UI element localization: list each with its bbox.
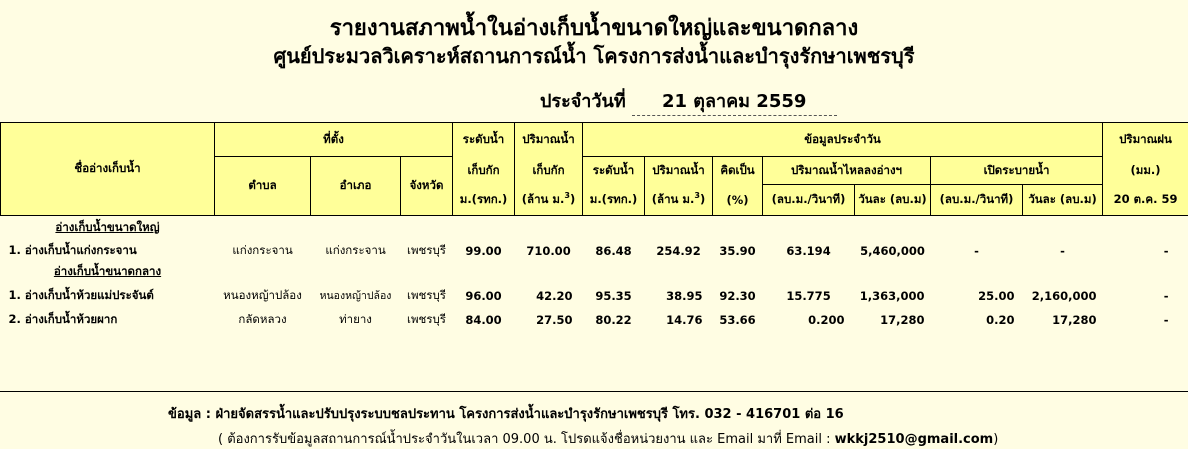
row-name: 2. อ่างเก็บน้ำห้วยผาก — [1, 309, 215, 331]
footer-email: wkkj2510@gmail.com — [834, 432, 994, 447]
header-cap-volume-1: ปริมาณน้ำ — [515, 123, 583, 157]
table-row — [1, 309, 1188, 331]
reservoir-table — [0, 122, 1188, 331]
section-large: อ่างเก็บน้ำขนาดใหญ่ — [1, 216, 215, 240]
row-amphoe: หนองหญ้าปล้อง — [311, 282, 401, 309]
header-inflow-rate: (ลบ.ม./วินาที) — [763, 185, 855, 216]
row-percent: 92.30 — [713, 282, 763, 309]
row-release-rate: - — [931, 239, 1023, 262]
section-medium: อ่างเก็บน้ำขนาดกลาง — [1, 262, 215, 282]
row-inflow-day: 17,280 — [855, 309, 931, 331]
header-level-unit: ม.(รทก.) — [583, 185, 645, 216]
row-inflow-day: 5,460,000 — [855, 239, 931, 262]
row-cap-level: 99.00 — [453, 239, 515, 262]
header-percent-unit: (%) — [713, 185, 763, 216]
header-rain-2: (มม.) — [1103, 157, 1188, 185]
row-cap-volume: 710.00 — [515, 239, 583, 262]
row-level: 80.22 — [583, 309, 645, 331]
header-cap-level-1: ระดับน้ำ — [453, 123, 515, 157]
row-rain: - — [1103, 282, 1188, 309]
row-cap-level: 96.00 — [453, 282, 515, 309]
header-volume-unit: (ล้าน ม.$^3$) — [645, 185, 713, 216]
header-level: ระดับน้ำ — [583, 157, 645, 185]
report-subtitle: ศูนย์ประมวลวิเคราะห์สถานการณ์น้ำ โครงการส่งน้ำและบำรุงรักษาเพชรบุรี — [273, 44, 915, 68]
header-province: จังหวัด — [401, 157, 453, 216]
row-cap-level: 84.00 — [453, 309, 515, 331]
header-inflow: ปริมาณน้ำไหลลงอ่างฯ — [763, 157, 931, 185]
date-value: 21 ตุลาคม 2559 — [632, 86, 837, 116]
header-cap-level-2: เก็บกัก — [453, 157, 515, 185]
row-name: 1. อ่างเก็บน้ำแก่งกระจาน — [1, 239, 215, 262]
header-release-day: วันละ (ลบ.ม) — [1023, 185, 1103, 216]
header-daily: ข้อมูลประจำวัน — [583, 123, 1103, 157]
divider — [0, 391, 1188, 392]
footer-source: ข้อมูล : ฝ่ายจัดสรรน้ำและปรับปรุงระบบชลประทาน โครงการส่งน้ำและบำรุงรักษาเพชรบุรี โทร. 032 - 416701 ต่อ 16 — [168, 407, 844, 422]
row-volume: 254.92 — [645, 239, 713, 262]
row-percent: 53.66 — [713, 309, 763, 331]
row-inflow-rate: 0.200 — [763, 309, 855, 331]
date-label: ประจำวันที่ — [540, 91, 626, 112]
row-release-rate: 25.00 — [931, 282, 1023, 309]
row-release-day: 17,280 — [1023, 309, 1103, 331]
table-row — [1, 282, 1188, 309]
row-tambon: หนองหญ้าปล้อง — [215, 282, 311, 309]
row-volume: 38.95 — [645, 282, 713, 309]
report-title: รายงานสภาพน้ำในอ่างเก็บน้ำขนาดใหญ่และขนาดกลาง — [329, 16, 859, 41]
row-cap-volume: 27.50 — [515, 309, 583, 331]
header-amphoe: อำเภอ — [311, 157, 401, 216]
row-level: 86.48 — [583, 239, 645, 262]
header-volume: ปริมาณน้ำ — [645, 157, 713, 185]
header-cap-volume-2: เก็บกัก — [515, 157, 583, 185]
row-province: เพชรบุรี — [401, 309, 453, 331]
header-rain-3: 20 ต.ค. 59 — [1103, 185, 1188, 216]
header-release: เปิดระบายน้ำ — [931, 157, 1103, 185]
header-tambon: ตำบล — [215, 157, 311, 216]
header-rain-1: ปริมาณฝน — [1103, 123, 1188, 157]
report-date — [540, 86, 837, 116]
header-location: ที่ตั้ง — [215, 123, 453, 157]
row-tambon: กลัดหลวง — [215, 309, 311, 331]
header-name: ชื่ออ่างเก็บน้ำ — [1, 123, 215, 216]
row-inflow-rate: 63.194 — [763, 239, 855, 262]
row-rain: - — [1103, 239, 1188, 262]
header-inflow-day: วันละ (ลบ.ม) — [855, 185, 931, 216]
header-percent: คิดเป็น — [713, 157, 763, 185]
row-rain: - — [1103, 309, 1188, 331]
row-percent: 35.90 — [713, 239, 763, 262]
row-release-rate: 0.20 — [931, 309, 1023, 331]
row-level: 95.35 — [583, 282, 645, 309]
header-release-rate: (ลบ.ม./วินาที) — [931, 185, 1023, 216]
row-release-day: 2,160,000 — [1023, 282, 1103, 309]
row-cap-volume: 42.20 — [515, 282, 583, 309]
row-province: เพชรบุรี — [401, 282, 453, 309]
footer-contact: ( ต้องการรับข้อมูลสถานการณ์น้ำประจำวันในเวลา 09.00 น. โปรดแจ้งชื่อหน่วยงาน และ Email มาที่ Email : wkkj2510@gmail.com) — [218, 432, 999, 447]
table-row — [1, 239, 1188, 262]
row-inflow-rate: 15.775 — [763, 282, 855, 309]
header-cap-volume-3: (ล้าน ม.$^3$) — [515, 185, 583, 216]
row-amphoe: ท่ายาง — [311, 309, 401, 331]
row-tambon: แก่งกระจาน — [215, 239, 311, 262]
row-inflow-day: 1,363,000 — [855, 282, 931, 309]
row-name: 1. อ่างเก็บน้ำห้วยแม่ประจันต์ — [1, 282, 215, 309]
row-province: เพชรบุรี — [401, 239, 453, 262]
row-release-day: - — [1023, 239, 1103, 262]
row-amphoe: แก่งกระจาน — [311, 239, 401, 262]
row-volume: 14.76 — [645, 309, 713, 331]
header-cap-level-3: ม.(รทก.) — [453, 185, 515, 216]
